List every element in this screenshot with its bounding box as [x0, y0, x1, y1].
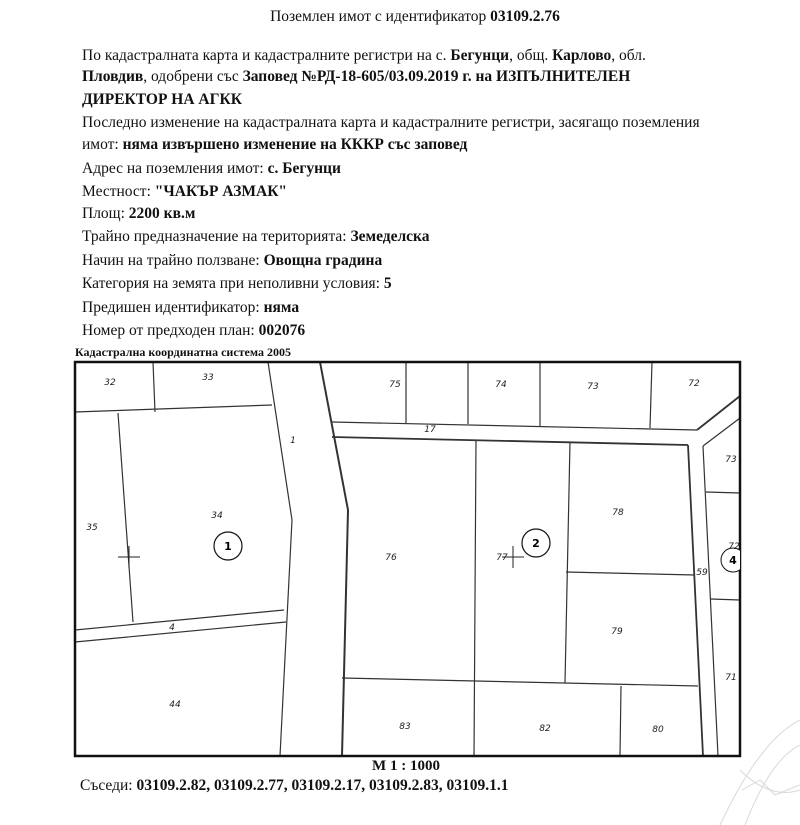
- parcel-label: 75: [389, 380, 401, 390]
- field-previous-plan: Номер от предходен план: 002076: [82, 322, 306, 339]
- parcel-label: 72: [688, 379, 700, 389]
- field-category: Категория на земята при неполивни условия: 5: [82, 275, 392, 292]
- parcel-label: 80: [652, 725, 664, 735]
- parcel-label: 33: [202, 373, 214, 383]
- parcel-label: 73: [725, 455, 737, 465]
- parcel-label: 76: [385, 553, 397, 563]
- map-frame: [75, 362, 740, 756]
- field-purpose: Трайно предназначение на територията: Земеделска: [82, 228, 430, 245]
- parcel-label: 4: [169, 623, 175, 633]
- parcel-label: 74: [495, 380, 507, 390]
- intro-line-2: Пловдив, одобрени със Заповед №РД-18-605/03.09.2019 г. на ИЗПЪЛНИТЕЛЕН: [82, 68, 631, 85]
- parcel-label: 83: [399, 722, 411, 732]
- field-area: Площ: 2200 кв.м: [82, 205, 196, 222]
- intro-line-3: ДИРЕКТОР НА АГКК: [82, 91, 242, 108]
- last-change-line-1: Последно изменение на кадастралната карта и кадастралните регистри, засягащо поземления: [82, 114, 700, 131]
- parcel-boundaries: [75, 362, 740, 756]
- parcel-label: 79: [611, 627, 623, 637]
- last-change-line-2: имот: няма извършено изменение на КККР със заповед: [82, 136, 468, 153]
- circle-label: 4: [729, 554, 737, 567]
- field-address: Адрес на поземления имот: с. Бегунци: [82, 160, 341, 177]
- parcel-label: 82: [539, 724, 551, 734]
- parcel-label: 34: [211, 511, 223, 521]
- neighbors-line: Съседи: 03109.2.82, 03109.2.77, 03109.2.17, 03109.2.83, 03109.1.1: [80, 777, 509, 794]
- parcel-label: 78: [612, 508, 624, 518]
- parcel-label: 44: [169, 700, 181, 710]
- parcel-label: 1: [290, 436, 296, 446]
- circle-label: 1: [224, 540, 232, 553]
- parcel-label: 59: [696, 568, 708, 578]
- parcel-label: 71: [725, 673, 737, 683]
- parcel-label: 72: [728, 542, 740, 552]
- crosshair-markers: [118, 546, 524, 568]
- intro-line-1: По кадастралната карта и кадастралните регистри на с. Бегунци, общ. Карлово, обл.: [82, 47, 646, 64]
- field-usage: Начин на трайно ползване: Овощна градина: [82, 252, 383, 269]
- parcel-label: 32: [104, 378, 116, 388]
- parcel-label: 77: [496, 553, 508, 563]
- parcel-label: 35: [86, 523, 98, 533]
- parcel-label: 73: [587, 382, 599, 392]
- map-scale: М 1 : 1000: [372, 758, 440, 774]
- circle-label: 2: [532, 537, 540, 550]
- coordinate-system-label: Кадастрална координатна система 2005: [75, 345, 291, 359]
- field-locality: Местност: "ЧАКЪР АЗМАК": [82, 183, 288, 200]
- field-previous-id: Предишен идентификатор: няма: [82, 299, 300, 316]
- parcel-label: 17: [424, 425, 436, 435]
- document-title: Поземлен имот с идентификатор 03109.2.76: [270, 8, 560, 25]
- property-id: 03109.2.76: [490, 8, 560, 25]
